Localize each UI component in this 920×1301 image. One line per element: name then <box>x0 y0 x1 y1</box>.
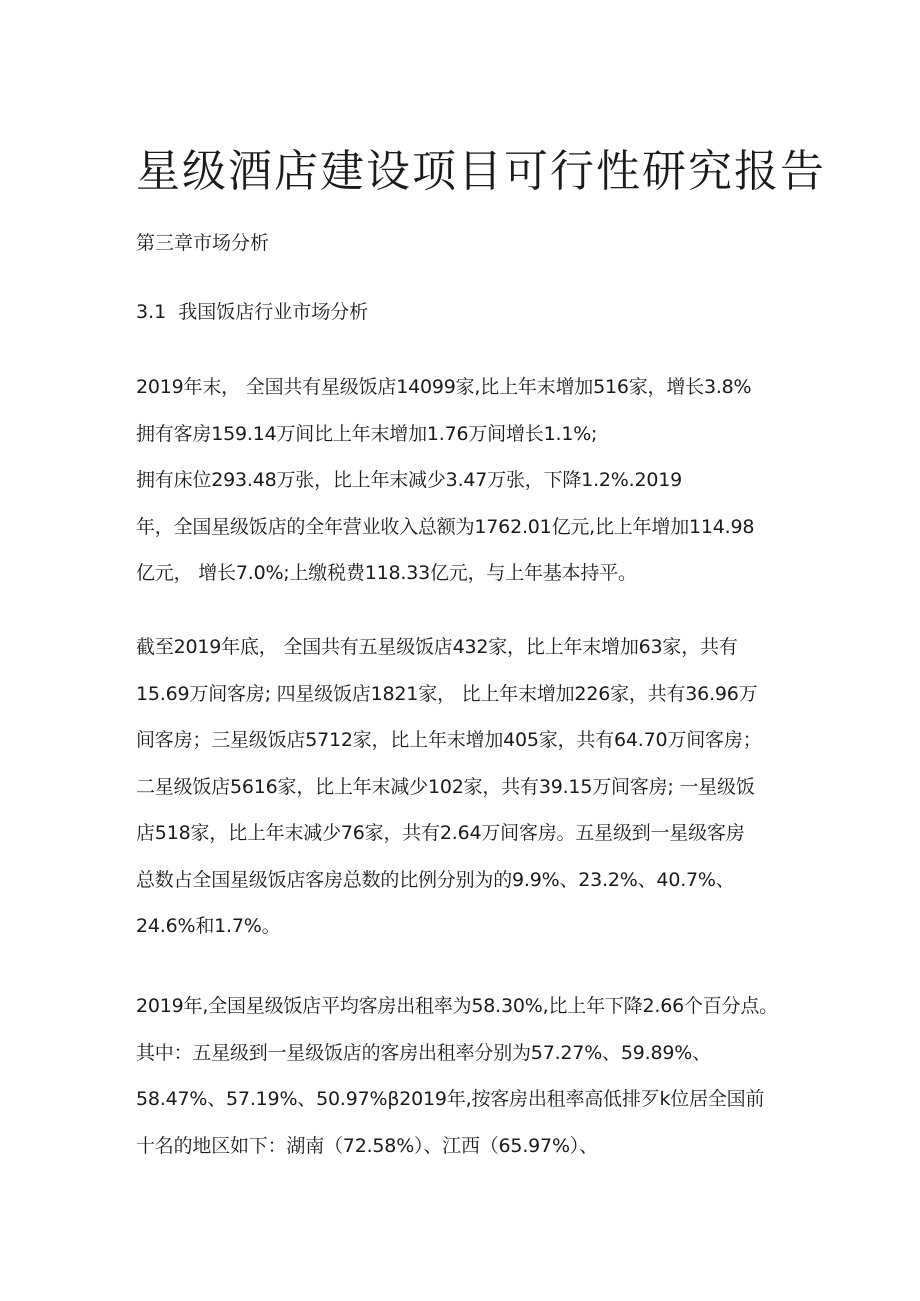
paragraph-line: 拥有床位293.48万张，比上年末减少3.47万张，下降1.2%.2019 <box>136 469 683 491</box>
chapter-heading: 第三章市场分析 <box>136 232 270 254</box>
paragraph-line: 年，全国星级饭店的全年营业收入总额为1762.01亿元,比上年增加114.98 <box>136 515 755 538</box>
section-heading <box>136 303 368 322</box>
paragraph-line: 亿元， 增长7.0%;上缴税费118.33亿元，与上年基本持平。 <box>136 562 637 584</box>
paragraph-line: 其中：五星级到一星级饭店的客房出租率分别为57.27%、59.89%、 <box>136 1041 711 1064</box>
paragraph-hotel-statistics <box>136 364 816 597</box>
paragraph-line: 24.6%和1.7%。 <box>136 915 281 937</box>
paragraph-line: 店518家，比上年末减少76家，共有2.64万间客房。五星级到一星级客房 <box>136 822 745 844</box>
section-title: 我国饭店行业市场分析 <box>178 301 369 323</box>
document-title: 星级酒店建设项目可行性研究报告 <box>136 146 826 197</box>
paragraph-line: 二星级饭店5616家，比上年末减少102家，共有39.15万间客房; 一星级饭 <box>136 775 755 798</box>
paragraph-line: 总数占全国星级饭店客房总数的比例分别为的9.9%、23.2%、40.7%、 <box>136 868 735 891</box>
paragraph-line: 间客房；三星级饭店5712家，比上年末增加405家，共有64.70万间客房； <box>136 729 762 751</box>
paragraph-line: 十名的地区如下：湖南（72.58%）、江西（65.97%）、 <box>136 1134 598 1157</box>
paragraph-line: 截至2019年底， 全国共有五星级饭店432家，比上年末增加63家，共有 <box>136 636 738 658</box>
paragraph-line: 拥有客房159.14万间比上年末增加1.76万间增长1.1%; <box>136 422 598 445</box>
paragraph-line: 2019年,全国星级饭店平均客房出租率为58.30%,比上年下降2.66个百分点。 <box>136 995 778 1017</box>
paragraph-line: 15.69万间客房; 四星级饭店1821家， 比上年末增加226家，共有36.96万 <box>136 682 758 705</box>
paragraph-line: 2019年末， 全国共有星级饭店14099家,比上年末增加516家，增长3.8% <box>136 376 752 398</box>
paragraph-occupancy <box>136 983 816 1169</box>
paragraph-star-levels <box>136 624 816 950</box>
paragraph-line: 58.47%、57.19%、50.97%β2019年,按客房出租率高低排歹k位居全国前 <box>136 1088 765 1110</box>
section-number: 3.1 <box>136 301 167 323</box>
